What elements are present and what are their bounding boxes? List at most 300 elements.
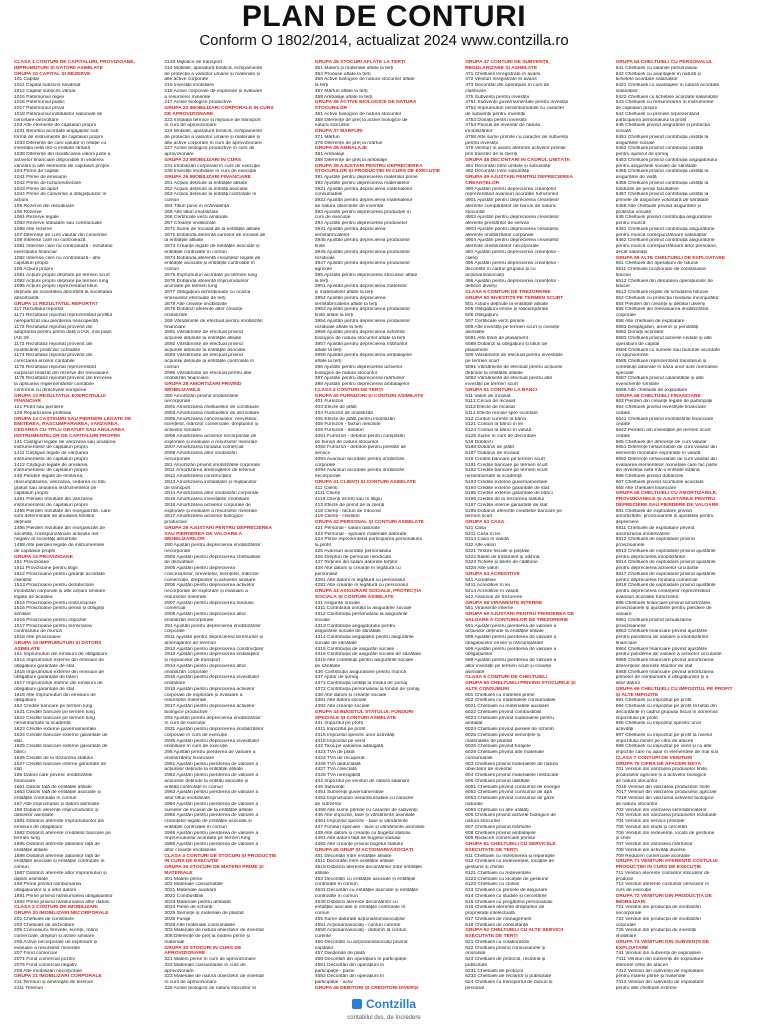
account-line: 235 Investiții imobiliare în curs de execuție	[164, 169, 257, 175]
account-group-heading: GRUPA 62 CHELTUIELI CU ALTE SERVICII	[465, 928, 564, 934]
account-line: cedate	[615, 422, 631, 428]
account-group-heading: GRUPA 51 CONTURI LA BĂNCI	[465, 387, 538, 393]
account-line: 2914 Ajustări pentru deprecierea altor	[164, 663, 246, 669]
account-line: 424 Prime reprezentând participarea personalului	[314, 537, 422, 543]
account-line: 532 Alte valori	[465, 543, 496, 548]
account-line: stocurilor	[465, 209, 486, 215]
account-line: 1686 Dobânzi aferente datoriilor față de	[14, 853, 100, 859]
account-line: 1012 Capital subscris vărsat	[14, 88, 76, 94]
account-line: 101 Capital	[14, 77, 39, 83]
account-line: 3021 Materiale auxiliare	[164, 888, 217, 893]
account-line: termen scurt	[465, 514, 493, 520]
account-group-heading: CLASA 2 CONTURI DE IMOBILIZĂRI	[14, 905, 98, 911]
account-line: 5328 Alte valori	[465, 566, 499, 571]
account-line: 4092 Furnizori - debitori pentru prestări de	[314, 445, 407, 451]
account-line: în curs de execuție	[164, 721, 206, 727]
account-line: 6582 Donații acordate	[615, 330, 664, 336]
account-line: 264 Titluri puse în echivalență	[164, 203, 230, 209]
account-line: 2907 Ajustări pentru deprecierea fondului	[164, 600, 254, 606]
account-group-heading: APROVIZIONARE	[164, 951, 206, 957]
account-line: 3922 Ajustări pentru deprecierea materialelor	[314, 198, 413, 203]
account-line: la aplicarea reglementărilor contabile	[14, 382, 94, 387]
account-line: obligațiuni garantate de bănci	[14, 675, 78, 681]
account-line: contractului de muncă	[14, 629, 62, 635]
account-line: 4313 Contribuția angajatorului pentru	[314, 623, 396, 629]
account-line: 401 Furnizori	[314, 399, 344, 405]
account-line: bănci	[14, 750, 26, 755]
account-line: 4428 TVA neexigibilă	[314, 773, 361, 778]
account-line: provizioanelor	[615, 623, 647, 629]
account-line: 4093 Avansuri acordate pentru imobilizări	[314, 456, 405, 462]
account-line: 1491 Pierderi rezultate din vânzarea	[14, 497, 93, 502]
account-group-heading: GRUPA 22 IMOBILIZĂRI CORPORALE ÎN CURS	[164, 106, 274, 111]
account-line: obligațiuni garantate de stat	[14, 663, 75, 669]
account-line: 5194 Credite externe garantate de stat	[465, 485, 549, 491]
account-line: 1624 Credite bancare externe garantate de	[14, 732, 108, 738]
account-line: tichetele acordate salariaților	[615, 77, 678, 83]
account-line: asigurările sociale de sănătate	[314, 629, 381, 635]
account-line: 665 Cheltuieli din diferențe de curs valutar	[615, 439, 707, 445]
account-line: 721 Venituri din producția de imobilizări	[615, 905, 701, 911]
account-line: evaluare a resurselor minerale	[14, 945, 81, 951]
account-line: imobilizări corporale și alte acțiuni similare	[14, 589, 106, 594]
account-group-heading: IMOBILIZĂRI	[615, 899, 646, 905]
account-line: 322 Materiale consumabile în curs de	[164, 962, 246, 968]
account-line: 217 Active biologice productive	[164, 100, 232, 106]
account-line: 2911 Ajustări pentru deprecierea terenurilor și	[164, 635, 263, 640]
account-line: 357 Mărfuri aflate la terți	[314, 88, 368, 94]
account-line: 5113 Efecte de încasat	[465, 405, 515, 410]
account-group-heading: PROVIZIOANELE ȘI AJUSTĂRILE PENTRU	[615, 497, 715, 502]
account-line: 4372 Contribuția personalului la fondul de șomaj	[314, 686, 420, 692]
account-line: 423 Personal - ajutoare materiale datorate	[314, 531, 407, 537]
account-line: 2935 Ajustări pentru deprecierea investițiilor	[164, 738, 260, 744]
account-line: 4481 Alte datorii față de bugetul statului	[314, 836, 401, 842]
account-line: 1043 Prime de aport	[14, 186, 59, 192]
account-line: pentru deprecierea fondului comercial	[615, 577, 698, 583]
account-line: ambalat	[465, 721, 483, 727]
account-line: 6462 Cheltuieli privind contribuția asiguratorie	[615, 238, 715, 244]
account-line: cedate	[615, 410, 631, 416]
account-line: 411 Clienți	[314, 485, 338, 491]
account-line: 214 Mobilier, aparatură birotică, echipamente	[164, 65, 263, 71]
account-line: pentru muncă corespunzătoare altor persoane,	[615, 244, 718, 249]
account-line: 1516 Provizioane pentru impozite	[14, 617, 87, 623]
account-group-heading: GRUPA 10 CAPITAL ȘI REZERVE	[14, 71, 91, 77]
account-line: 1621 Credite bancare pe termen lung	[14, 709, 96, 715]
account-line: 1174 Rezultatul reportat provenit din	[14, 353, 93, 359]
account-line: 151 Provizioane	[14, 560, 50, 566]
account-line: 641 Cheltuieli cu salariile personalului	[615, 65, 698, 71]
account-group-heading: EXPLOATARE	[615, 945, 649, 951]
account-line: 2071 Fond comercial pozitiv	[14, 957, 75, 962]
account-line: la terți	[314, 83, 329, 88]
account-line: sociale de sănătate	[314, 640, 357, 646]
account-line: 651 Cheltuieli din operațiuni de fiducie	[615, 261, 699, 267]
account-line: 4427 TVA colectată	[314, 767, 357, 773]
logo-tagline: contabilul dvs. de încredere	[347, 1015, 421, 1021]
account-line: 5187 Dobânzi de încasat	[465, 451, 520, 456]
account-line: 6025 Cheltuieli privind semințele și	[465, 732, 541, 738]
account-line: resurselor minerale	[164, 594, 207, 600]
account-line: de dezvoltare	[164, 560, 194, 566]
account-line: 444 Impozitul pe venituri de natura salariilor	[314, 778, 410, 784]
account-line: 4752 Împrumuturi nerambursabile cu caracter	[465, 106, 565, 111]
account-group-heading: GRUPA 12 REZULTATUL EXERCIȚIULUI	[14, 393, 106, 399]
account-line: 5196 Credite de la trezoreria statului	[465, 497, 545, 502]
account-line: 618 Cheltuieli de consultanță	[465, 922, 528, 928]
account-line: salariaților	[615, 88, 638, 94]
account-group-heading: EXECUTATE DE TERȚI	[465, 847, 518, 853]
account-line: pentru asigurările sociale de sănătate	[615, 163, 697, 169]
account-line: acțiunile deținute la entitățile controlate în	[164, 359, 255, 364]
account-line: 6861 Cheltuieli privind actualizarea	[615, 617, 692, 623]
account-line: 5114 Efecte remise spre scontare	[465, 410, 538, 416]
account-line: 2961 Ajustări pentru pierderea de valoare a	[164, 761, 259, 767]
account-line: 7018 Venituri din vânzarea activelor biologice	[615, 796, 714, 801]
account-group-heading: GRUPA 46 DEBITORI ȘI CREDITORI DIVERȘI	[314, 985, 419, 991]
account-line: 4314 Contribuția angajaților pentru asigurările	[314, 635, 414, 640]
account-line: 7413 Venituri din subvenții de exploatare	[615, 980, 704, 985]
account-line: de protecție a valorilor umane și materiale și	[164, 71, 261, 77]
account-line: 206 Active necorporale de explorare și	[14, 939, 98, 945]
account-line: 5186 Dobânzi de plătit	[465, 445, 514, 451]
account-line: 394 Ajustări pentru deprecierea produselor	[314, 221, 408, 226]
account-line: 1063 Rezerve statutare sau contractuale	[14, 221, 103, 226]
account-line: corporale	[615, 313, 636, 318]
account-line: clienților	[14, 577, 32, 583]
account-line: 2679 Dobânzi aferente altor creanțe	[164, 307, 243, 313]
account-line: 642 Cheltuieli cu avantajele în natură și	[615, 71, 701, 77]
account-line: corporale	[615, 922, 636, 928]
account-line: 5125 Sume în curs de decontare	[465, 433, 537, 439]
account-line: 281 Amortizări privind imobilizările corporale	[164, 462, 261, 468]
account-line: 2915 Ajustări pentru deprecierea investițiilor	[164, 675, 260, 681]
account-line: de natura stocurilor	[615, 778, 658, 784]
account-group-heading: GRUPA 66 CHELTUIELI FINANCIARE	[615, 393, 701, 399]
account-line: 1091 Acțiuni proprii deținute pe termen scurt	[14, 272, 110, 278]
account-group-heading: GRUPA 45 GRUP ȘI ACȚIONARI/ASOCIAȚI	[314, 847, 414, 853]
account-line: 5411 Acreditive în lei	[465, 583, 510, 589]
account-line: 604 Cheltuieli privind materialele nestocate	[465, 773, 559, 778]
account-line: stat	[14, 738, 22, 744]
account-line: 2807 Amortizarea fondului comercial	[164, 445, 244, 451]
account-line: fiducie	[615, 284, 630, 290]
account-line: 413 Efecte de primit de la clienți	[314, 502, 385, 508]
account-line: onorariile	[465, 951, 486, 957]
account-line: 4415 Impozitul specific unor activități	[314, 732, 395, 738]
account-line: 1011 Capital subscris nevărsat	[14, 83, 81, 88]
account-group-heading: STOCURILOR	[314, 106, 348, 111]
account-group-heading: GRUPA 68 CHELTUIELI CU AMORTIZĂRILE,	[615, 491, 718, 497]
account-line: 712 Venituri aferente costurilor serviciilor în	[615, 882, 710, 888]
account-line: de capitaluri proprii	[615, 106, 657, 111]
account-line: imobiliare	[164, 681, 186, 686]
account-line: 4371 Contribuția unității la fondul de șomaj	[314, 681, 408, 686]
account-line: 505 Obligațiuni emise și răscumpărate	[465, 307, 549, 313]
account-line: 4111 Clienți	[314, 491, 340, 497]
account-line: 1017 Patrimoniul privat	[14, 106, 65, 111]
account-line: entitățile asociate și entitățile controlate în	[164, 261, 255, 267]
account-line: 512 Conturi curente la bănci	[465, 416, 527, 422]
account-line: 6422 Cheltuieli cu tichetele acordate salariaților	[615, 94, 719, 100]
account-line: 7411 Venituri din subvenții de exploatare	[615, 957, 704, 962]
account-group-heading: GRUPA 72 VENITURI DIN PRODUCȚIA DE	[615, 893, 712, 899]
account-group-heading: CLASA 1 CONTURI DE CAPITALURI, PROVIZIOANE,	[14, 60, 135, 65]
account-line: 6652 Diferențe nefavorabile de curs valutar din	[615, 456, 718, 462]
account-line: 2963 Ajustări pentru pierderea de valoare a	[164, 790, 259, 796]
account-line: 6813 Cheltuieli de exploatare privind ajustările	[615, 548, 716, 554]
account-line: 438 Alte datorii și creanțe sociale	[314, 692, 387, 698]
account-line: imobilizate	[164, 313, 188, 318]
account-group-heading: GRUPA 50 INVESTIȚII PE TERMEN SCURT	[465, 295, 564, 301]
account-line: 6231 Cheltuieli de protocol	[465, 968, 524, 974]
account-line: 436 Contribuția asiguratorie pentru muncă	[314, 669, 407, 675]
page-title: PLAN DE CONTURI	[241, 0, 527, 33]
account-group-heading: GRUPA 20 IMOBILIZĂRI NECORPORALE	[14, 911, 109, 916]
account-group-heading: GRUPA 53 CASA	[465, 520, 505, 525]
account-line: fiduciei	[615, 272, 631, 278]
account-line: 1082 Interese care nu controlează - alte	[14, 255, 101, 261]
account-line: 1016 Patrimoniul public	[14, 100, 65, 106]
account-line: 614 Cheltuieli cu studiile și cercetările	[465, 893, 547, 899]
account-line: publicitate	[465, 962, 488, 968]
account-line: emisiunilor efectuate de terți	[164, 295, 226, 301]
account-line: 323 Materiale de natura obiectelor de inventar	[164, 974, 265, 980]
account-line: clarificare	[465, 88, 487, 94]
account-line: instrumentelor de capitaluri proprii	[14, 445, 88, 451]
account-line: 2815 Amortizarea investițiilor imobiliare	[164, 497, 250, 502]
account-column-4	[465, 60, 607, 992]
account-line: 617 Cheltuieli de management	[465, 916, 532, 922]
account-line: 398 Ajustări pentru deprecierea ambalajelor	[314, 382, 410, 387]
account-line: 419 Clienți - creditori	[314, 514, 360, 520]
account-group-heading: GRUPA 49 AJUSTĂRI PENTRU DEPRECIEREA	[465, 175, 573, 180]
account-line: personalul	[314, 571, 338, 577]
account-line: 6453 Cheltuieli privind contribuția angajatorului	[615, 157, 718, 163]
logo-text: Contzilla	[366, 997, 416, 1011]
account-line: 4281 Alte datorii în legătură cu personalul	[314, 577, 405, 583]
account-line: 473 Decontări din operațiuni în curs de	[465, 83, 550, 88]
account-line: 356 Active biologice de natura stocurilor aflate	[314, 77, 415, 83]
account-line: 1626 Credite de la trezoreria statului	[14, 755, 93, 761]
account-line: deținute la entitățile afiliate	[465, 370, 523, 376]
account-line: corporale în curs de execuție	[164, 732, 228, 738]
account-line: entitățile controlate în comun	[164, 249, 227, 255]
account-line: 694 Cheltuieli cu impozitul pe profit rezultat din	[615, 704, 717, 709]
account-line: alte active corporale în curs de aprovizionare	[164, 140, 262, 146]
account-column-2	[164, 60, 306, 992]
account-line: 6581 Despăgubiri, amenzi și penalități	[615, 324, 699, 330]
account-line: gratuit sau anularea instrumentelor de	[14, 485, 97, 491]
account-line: 302 Materiale consumabile	[164, 882, 223, 888]
account-line: 703 Venituri din vânzarea produselor reziduale	[615, 813, 717, 819]
account-line: 6584 Cheltuieli cu sumele sau bunurile acordate	[615, 347, 720, 353]
account-line: din investiția netă într-o entitate străină	[615, 468, 700, 474]
account-line: de capitaluri proprii	[14, 548, 56, 554]
account-line: finite aflate la terți	[314, 313, 354, 318]
account-line: biologice productive	[164, 709, 208, 715]
account-line: ca sponsorizări	[615, 353, 649, 359]
account-line: investiții pe termen scurt	[465, 382, 518, 387]
account-line: resurselor minerale	[164, 698, 207, 704]
account-line: instrumentelor de capitaluri proprii	[14, 468, 88, 474]
account-line: 1171 Rezultatul reportat reprezentând profitul	[14, 313, 113, 318]
account-line: comun	[164, 198, 180, 203]
account-line: modificările politicilor contabile	[14, 347, 81, 353]
account-line: acțiunilor deținute la entitățile afiliate	[465, 629, 544, 635]
account-line: 280 Amortizări privind imobilizările	[164, 393, 239, 399]
account-line: 6641 Cheltuieli privind imobilizările financiare	[615, 416, 714, 422]
account-line: primele de asigurare voluntară de sănătate	[615, 198, 709, 203]
account-line: 4904 Ajustări pentru deprecierea creanțelor	[465, 238, 559, 244]
account-line: 2674 Dobânda aferentă creanțelor legate de	[164, 255, 261, 261]
account-line: activelor financiare disponibile în vederea	[14, 157, 104, 163]
account-line: negativ al societății absorbite	[14, 537, 77, 543]
account-line: imobilizărilor	[465, 129, 493, 134]
account-line	[14, 992, 156, 993]
account-line: 7017 Venituri din vânzarea produselor agricole	[615, 790, 717, 796]
footer	[0, 996, 768, 1021]
account-line: 161 Împrumuturi din emisiuni de obligațiuni	[14, 652, 107, 658]
account-line: 4426 TVA deductibilă	[314, 761, 361, 767]
account-line: 707 Venituri din vânzarea mărfurilor	[615, 842, 693, 847]
account-line: 3941 Ajustări pentru deprecierea	[314, 226, 386, 232]
account-line: 2905 Ajustări pentru deprecierea	[164, 566, 236, 571]
account-line: 1498 Alte pierderi legate de instrumentele	[14, 543, 105, 548]
account-line: comun	[314, 911, 330, 916]
account-line: 5192 Credite bancare pe termen scurt	[465, 468, 548, 474]
account-line: altor datorii	[615, 681, 640, 686]
account-line: produse	[615, 876, 634, 882]
account-line: 1511 Provizioane pentru litigii	[14, 566, 78, 571]
account-line: impozite care nu apar în elementele de mai sus	[615, 750, 719, 755]
account-line: decontările în cadrul grupului fiscal în domeniul	[615, 709, 718, 715]
account-line: 722 Venituri din producția de imobilizări	[615, 916, 701, 922]
account-line: 6023 Cheltuieli privind materialele pentru	[465, 715, 554, 721]
account-line: 6123 Cheltuieli cu chiriile	[465, 882, 520, 888]
account-line: 2803 Amortizarea cheltuielilor de dezvoltare	[164, 410, 260, 416]
account-group-heading: CREANȚELOR	[465, 180, 500, 186]
account-line: 2677 Obligațiuni achiziționate cu ocazia	[164, 290, 251, 295]
account-line: 623 Cheltuieli de protocol, reclamă și	[465, 957, 546, 962]
account-line: 4118 Clienți incerți sau în litigiu	[314, 497, 382, 502]
account-line: 1031 Beneficii acordate angajaților sub	[14, 129, 99, 134]
account-line: 6818 Cheltuieli de exploatare privind ajustările	[615, 583, 716, 589]
account-line: 663 Pierderi din creanțe legate de participații	[615, 399, 713, 405]
account-line: 4753 Donații pentru investiții	[465, 117, 527, 123]
account-line: 495 Ajustări pentru deprecierea creanțelor -	[465, 261, 560, 267]
account-line: capitaluri proprii	[14, 491, 49, 497]
account-line: 291 Ajustări pentru deprecierea imobilizărilor	[164, 623, 261, 629]
account-line: reziduale	[314, 255, 335, 261]
account-line: financiare	[615, 640, 637, 646]
account-line: 2913 Ajustări pentru deprecierea instalațiilor	[164, 652, 260, 658]
account-line: 695 Cheltuieli cu impozitul specific unor	[615, 721, 702, 727]
account-group-heading: GRUPA 74 VENITURI DIN SUBVENȚII DE	[615, 939, 710, 945]
account-line: corporale	[314, 462, 336, 468]
account-line: 471 Cheltuieli înregistrate în avans	[465, 71, 541, 77]
account-line: necorporale	[164, 399, 191, 405]
account-line: sunt determinate de anularea titlurilor	[14, 514, 95, 520]
account-line: 397 Ajustări pentru deprecierea mărfurilor	[314, 376, 405, 382]
account-line: 531 Casa	[465, 525, 487, 531]
account-line: 105 Rezerve din reevaluare	[14, 203, 75, 209]
account-line: de subvenții	[314, 801, 341, 807]
account-line: 1018 Patrimoniul institutelor naționale de	[14, 111, 103, 117]
account-group-heading: FINANCIAR	[14, 399, 41, 405]
account-line: 6421 Cheltuieli cu avantajele în natură acordate	[615, 83, 720, 88]
account-line: 605 Cheltuieli privind utilitățile	[465, 778, 530, 784]
account-line: provizioanele și ajustările pentru pierdere de	[615, 606, 712, 612]
account-line: 1692 Prime privind rambursarea altor datorii	[14, 899, 110, 905]
account-line: 2672 Dobânda aferentă sumelor de încasat de	[164, 232, 266, 238]
logo	[352, 997, 416, 1011]
account-line: nerambursate la scadență	[465, 474, 522, 479]
account-line: participație - activ	[314, 980, 353, 985]
account-line: 2806 Amortizarea activelor necorporale de	[164, 433, 257, 439]
account-line: 725 Venituri din producția de investiții	[615, 928, 697, 934]
account-line: 2805 Amortizarea concesiunilor, brevetelor,	[164, 416, 258, 422]
account-line: 6232 Cheltuieli de reclamă și publicitate	[465, 974, 552, 980]
account-line: 392 Ajustări pentru deprecierea materialelor	[314, 180, 410, 186]
account-line: 1687 Dobânzi aferente altor împrumuturi și	[14, 870, 107, 876]
account-line: 5092 Vărsăminte de efectuat pentru alte	[465, 376, 553, 382]
account-line: 1625 Credite bancare externe garantate de	[14, 744, 108, 750]
account-line: imobilizărilor financiare	[164, 755, 215, 761]
account-line: 595 Ajustări pentru pierderea de valoare a	[465, 635, 557, 640]
account-line: 2968 Ajustări pentru pierderea de valoare a	[164, 842, 259, 847]
account-line: 1622 Credite bancare pe termen lung	[14, 715, 96, 721]
account-line: 2812 Amortizarea construcțiilor	[164, 474, 232, 479]
account-group-heading: GRUPA 32 STOCURI ÎN CURS DE	[164, 945, 242, 951]
account-line: materiale	[164, 939, 185, 945]
account-line: 4318 Alte contribuții pentru asigurările sociale	[314, 658, 414, 663]
account-line: 4423 TVA de plată	[314, 750, 355, 755]
account-line: obligațiunilor emise și răscumpărate	[465, 640, 544, 646]
account-line: 4316 Contribuția de asigurări sociale de sănătate	[314, 652, 422, 658]
account-line: 3026 Furaje	[164, 916, 191, 922]
account-line: 4452 Împrumuturi nerambursabile cu caracter	[314, 796, 414, 801]
account-group-heading: SPECIALE ȘI CONTURI ASIMILATE	[314, 715, 397, 721]
account-line: 2075 Fond comercial negativ	[14, 962, 77, 968]
account-line: 455 Sume datorate acționarilor/asociaților	[314, 916, 406, 922]
account-line: de protecție a valorilor umane și materiale și	[164, 134, 261, 140]
account-line: servicii	[314, 451, 330, 456]
account-line: 5091 Vărsăminte de efectuat pentru acțiunile	[465, 364, 563, 370]
account-line: explorare și evaluare a resurselor minerale	[164, 439, 258, 445]
account-line: 613 Cheltuieli cu primele de asigurare	[465, 888, 548, 893]
account-line: 6121 Cheltuieli cu redevențele	[465, 870, 531, 876]
account-line: termen lung	[14, 836, 40, 842]
account-line: 1038 Diferențe din modificarea valorii juste a	[14, 152, 111, 157]
account-line: 581 Viramente interne	[465, 606, 514, 612]
account-line: comun	[14, 865, 29, 870]
account-group-heading: CEDAREA CU TITLU GRATUIT SAU ANULAREA	[14, 428, 125, 433]
account-line: avansuri acordate furnizorilor	[615, 594, 679, 600]
account-line: 205 Concesiuni, brevete, licențe, mărci	[14, 928, 99, 934]
account-group-heading: GRUPA 36 ACTIVE BIOLOGICE DE NATURA	[314, 100, 417, 106]
account-line: 451 Decontări între entitățile afiliate	[314, 853, 392, 859]
account-line: proprietate intelectuală	[465, 911, 515, 916]
account-line: acțiuni	[14, 198, 29, 203]
account-line: aferente prestărilor de servicii	[465, 221, 530, 226]
account-line: 351 Materii și materiale aflate la terți	[314, 65, 394, 71]
account-line: altor titluri imobilizate	[164, 796, 211, 801]
account-group-heading: GRUPA 15 PROVIZIOANE	[14, 554, 73, 560]
account-group-heading: ALTE CONSUMURI	[465, 686, 510, 692]
account-group-heading: GRUPA 21 IMOBILIZĂRI CORPORALE	[14, 974, 102, 980]
